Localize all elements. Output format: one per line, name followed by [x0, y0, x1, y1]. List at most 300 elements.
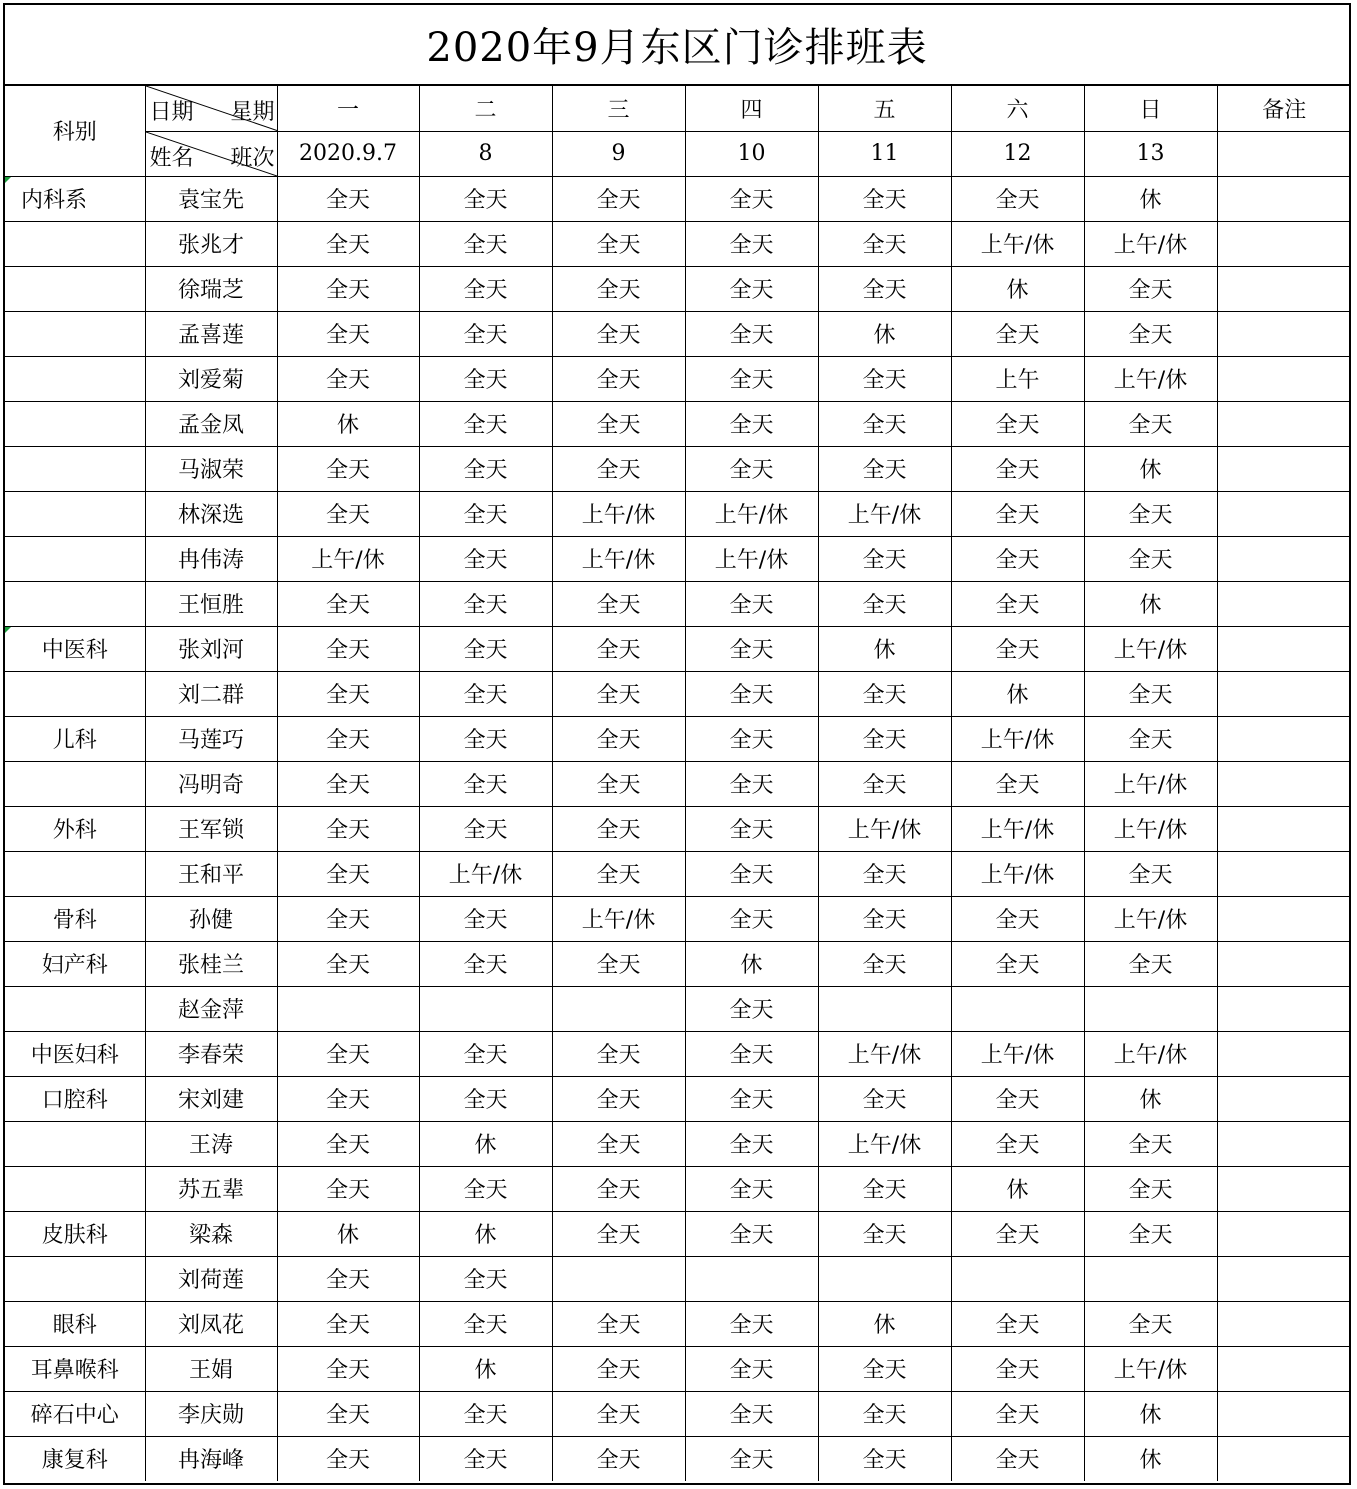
shift-cell: 全天 — [552, 1436, 685, 1481]
dept-cell: 康复科 — [5, 1436, 145, 1481]
shift-cell: 全天 — [277, 1436, 419, 1481]
shift-cell — [951, 986, 1084, 1031]
shift-cell: 上午/休 — [818, 491, 951, 536]
shift-cell: 全天 — [685, 266, 818, 311]
shift-cell — [818, 1256, 951, 1301]
remark-cell — [1217, 131, 1351, 176]
schedule-row — [5, 986, 1351, 1031]
dept-cell: 内科系 — [5, 176, 145, 221]
weekday-cell: 五 — [818, 86, 951, 131]
shift-cell: 全天 — [951, 1211, 1084, 1256]
shift-cell: 休 — [818, 626, 951, 671]
schedule-row — [5, 1076, 1351, 1121]
shift-cell: 全天 — [1084, 311, 1217, 356]
doctor-name-cell: 李庆勋 — [145, 1391, 277, 1436]
schedule-row — [5, 896, 1351, 941]
shift-cell: 全天 — [277, 1031, 419, 1076]
date-cell: 10 — [685, 131, 818, 176]
shift-cell: 全天 — [419, 311, 552, 356]
remark-cell — [1217, 536, 1351, 581]
shift-cell: 全天 — [1084, 536, 1217, 581]
shift-cell: 全天 — [951, 176, 1084, 221]
shift-cell: 全天 — [685, 356, 818, 401]
dept-cell — [5, 266, 145, 311]
shift-cell: 全天 — [685, 401, 818, 446]
date-cell: 9 — [552, 131, 685, 176]
date-cell: 11 — [818, 131, 951, 176]
shift-cell: 全天 — [1084, 491, 1217, 536]
dept-cell — [5, 446, 145, 491]
shift-cell: 上午/休 — [552, 896, 685, 941]
schedule-row — [5, 1391, 1351, 1436]
shift-cell: 全天 — [419, 671, 552, 716]
shift-cell: 全天 — [552, 356, 685, 401]
schedule-row — [5, 761, 1351, 806]
shift-cell: 全天 — [419, 1076, 552, 1121]
shift-cell: 全天 — [685, 896, 818, 941]
shift-cell: 全天 — [951, 311, 1084, 356]
shift-cell: 上午/休 — [951, 806, 1084, 851]
doctor-name-cell: 张兆才 — [145, 221, 277, 266]
shift-cell: 全天 — [818, 581, 951, 626]
shift-cell: 上午/休 — [1084, 356, 1217, 401]
shift-cell: 上午/休 — [552, 491, 685, 536]
diagonal-header-name-shift — [145, 131, 277, 176]
remark-cell — [1217, 851, 1351, 896]
dept-cell: 皮肤科 — [5, 1211, 145, 1256]
shift-cell: 全天 — [552, 1076, 685, 1121]
shift-cell: 全天 — [419, 266, 552, 311]
shift-cell: 休 — [818, 1301, 951, 1346]
doctor-name-cell: 冯明奇 — [145, 761, 277, 806]
doctor-name-cell: 赵金萍 — [145, 986, 277, 1031]
shift-cell: 全天 — [818, 221, 951, 266]
shift-cell: 上午/休 — [1084, 1346, 1217, 1391]
schedule-row — [5, 851, 1351, 896]
shift-cell: 休 — [1084, 581, 1217, 626]
shift-cell: 全天 — [685, 1031, 818, 1076]
shift-cell: 全天 — [818, 1391, 951, 1436]
dept-cell — [5, 536, 145, 581]
remark-cell — [1217, 1211, 1351, 1256]
remark-cell — [1217, 941, 1351, 986]
header-row-dates — [5, 131, 1351, 176]
shift-cell: 全天 — [685, 1121, 818, 1166]
shift-cell: 全天 — [951, 626, 1084, 671]
shift-cell: 全天 — [277, 851, 419, 896]
shift-cell: 休 — [1084, 1436, 1217, 1481]
schedule-row — [5, 1301, 1351, 1346]
remark-cell — [1217, 806, 1351, 851]
weekday-cell: 六 — [951, 86, 1084, 131]
shift-cell: 全天 — [277, 266, 419, 311]
doctor-name-cell: 宋刘建 — [145, 1076, 277, 1121]
shift-cell — [552, 1256, 685, 1301]
remark-cell — [1217, 986, 1351, 1031]
remark-cell — [1217, 1076, 1351, 1121]
shift-cell: 全天 — [951, 896, 1084, 941]
schedule-row — [5, 716, 1351, 761]
schedule-row — [5, 1031, 1351, 1076]
shift-cell: 全天 — [277, 176, 419, 221]
shift-cell: 全天 — [1084, 1166, 1217, 1211]
shift-cell: 全天 — [277, 941, 419, 986]
shift-cell: 全天 — [1084, 1121, 1217, 1166]
shift-cell: 全天 — [818, 716, 951, 761]
shift-cell: 全天 — [552, 806, 685, 851]
shift-cell: 全天 — [552, 1346, 685, 1391]
dept-cell — [5, 671, 145, 716]
doctor-name-cell: 李春荣 — [145, 1031, 277, 1076]
remark-cell — [1217, 761, 1351, 806]
header-row-weekdays — [5, 86, 1351, 131]
remark-cell — [1217, 896, 1351, 941]
shift-cell: 全天 — [277, 311, 419, 356]
shift-cell: 全天 — [277, 671, 419, 716]
shift-cell: 休 — [277, 1211, 419, 1256]
shift-cell: 休 — [419, 1211, 552, 1256]
shift-cell: 全天 — [818, 851, 951, 896]
shift-cell: 全天 — [277, 1391, 419, 1436]
remark-cell — [1217, 1031, 1351, 1076]
dept-cell: 中医妇科 — [5, 1031, 145, 1076]
shift-cell: 全天 — [1084, 1211, 1217, 1256]
shift-cell: 全天 — [685, 1076, 818, 1121]
shift-cell: 全天 — [685, 221, 818, 266]
shift-cell: 全天 — [552, 1166, 685, 1211]
shift-cell: 全天 — [419, 491, 552, 536]
shift-cell: 休 — [1084, 446, 1217, 491]
shift-cell: 全天 — [951, 1391, 1084, 1436]
shift-cell: 全天 — [818, 941, 951, 986]
shift-cell: 全天 — [685, 1301, 818, 1346]
shift-cell: 全天 — [277, 491, 419, 536]
shift-cell: 全天 — [277, 806, 419, 851]
shift-cell: 全天 — [277, 896, 419, 941]
shift-cell: 全天 — [951, 491, 1084, 536]
remark-cell — [1217, 716, 1351, 761]
dept-cell: 耳鼻喉科 — [5, 1346, 145, 1391]
shift-cell: 全天 — [685, 1391, 818, 1436]
shift-cell: 上午/休 — [552, 536, 685, 581]
schedule-row — [5, 581, 1351, 626]
shift-cell: 全天 — [818, 761, 951, 806]
shift-cell: 全天 — [277, 716, 419, 761]
shift-cell: 全天 — [552, 941, 685, 986]
schedule-row — [5, 671, 1351, 716]
schedule-row — [5, 941, 1351, 986]
schedule-row — [5, 176, 1351, 221]
remark-cell — [1217, 266, 1351, 311]
dept-cell: 碎石中心 — [5, 1391, 145, 1436]
shift-cell — [419, 986, 552, 1031]
shift-cell: 上午/休 — [685, 491, 818, 536]
schedule-table — [5, 86, 1351, 1481]
shift-cell: 全天 — [685, 716, 818, 761]
shift-cell: 全天 — [685, 806, 818, 851]
doctor-name-cell: 王和平 — [145, 851, 277, 896]
shift-cell: 全天 — [419, 1301, 552, 1346]
doctor-name-cell: 冉海峰 — [145, 1436, 277, 1481]
shift-cell: 全天 — [419, 1391, 552, 1436]
doctor-name-cell: 王恒胜 — [145, 581, 277, 626]
shift-cell: 全天 — [951, 941, 1084, 986]
remark-cell — [1217, 1391, 1351, 1436]
shift-cell: 全天 — [552, 626, 685, 671]
remark-cell — [1217, 356, 1351, 401]
doctor-name-cell: 孟喜莲 — [145, 311, 277, 356]
shift-cell: 全天 — [818, 671, 951, 716]
shift-cell: 上午/休 — [951, 851, 1084, 896]
shift-cell: 全天 — [552, 1121, 685, 1166]
remark-cell — [1217, 176, 1351, 221]
schedule-row — [5, 1211, 1351, 1256]
shift-cell: 休 — [419, 1346, 552, 1391]
doctor-name-cell: 张刘河 — [145, 626, 277, 671]
shift-cell: 全天 — [685, 581, 818, 626]
shift-cell: 全天 — [951, 536, 1084, 581]
doctor-name-cell: 梁森 — [145, 1211, 277, 1256]
shift-cell: 全天 — [818, 266, 951, 311]
shift-cell: 全天 — [419, 1256, 552, 1301]
shift-cell: 全天 — [685, 1346, 818, 1391]
dept-cell — [5, 491, 145, 536]
shift-cell: 全天 — [277, 221, 419, 266]
dept-cell — [5, 761, 145, 806]
shift-cell: 全天 — [552, 761, 685, 806]
shift-cell: 全天 — [685, 1436, 818, 1481]
shift-cell: 全天 — [419, 806, 552, 851]
shift-cell: 全天 — [277, 626, 419, 671]
schedule-row — [5, 401, 1351, 446]
shift-cell — [277, 986, 419, 1031]
shift-cell: 全天 — [951, 446, 1084, 491]
shift-cell: 全天 — [685, 671, 818, 716]
shift-cell: 休 — [1084, 1391, 1217, 1436]
shift-cell: 全天 — [951, 1076, 1084, 1121]
dept-cell — [5, 311, 145, 356]
schedule-row — [5, 1121, 1351, 1166]
schedule-row — [5, 266, 1351, 311]
remark-cell — [1217, 491, 1351, 536]
shift-cell: 全天 — [685, 311, 818, 356]
shift-cell: 全天 — [419, 1166, 552, 1211]
shift-cell: 休 — [277, 401, 419, 446]
date-cell: 8 — [419, 131, 552, 176]
shift-cell: 全天 — [685, 761, 818, 806]
dept-cell: 眼科 — [5, 1301, 145, 1346]
shift-cell: 休 — [951, 1166, 1084, 1211]
shift-cell: 全天 — [1084, 941, 1217, 986]
shift-cell: 全天 — [818, 356, 951, 401]
diagonal-header-date-weekday — [145, 86, 277, 131]
shift-cell: 全天 — [685, 176, 818, 221]
shift-cell: 全天 — [552, 401, 685, 446]
remark-cell — [1217, 671, 1351, 716]
schedule-row — [5, 491, 1351, 536]
shift-cell: 上午/休 — [818, 806, 951, 851]
remark-cell — [1217, 401, 1351, 446]
shift-cell: 全天 — [951, 1121, 1084, 1166]
shift-cell: 全天 — [277, 1301, 419, 1346]
shift-cell — [1084, 1256, 1217, 1301]
shift-cell: 全天 — [951, 401, 1084, 446]
dept-cell — [5, 1256, 145, 1301]
shift-cell: 全天 — [552, 1301, 685, 1346]
doctor-name-cell: 孟金凤 — [145, 401, 277, 446]
shift-cell: 全天 — [419, 896, 552, 941]
shift-cell: 全天 — [818, 1166, 951, 1211]
remark-cell — [1217, 221, 1351, 266]
shift-cell — [818, 986, 951, 1031]
schedule-row — [5, 1256, 1351, 1301]
shift-cell: 全天 — [419, 761, 552, 806]
doctor-name-cell: 马淑荣 — [145, 446, 277, 491]
date-cell: 12 — [951, 131, 1084, 176]
shift-cell: 全天 — [419, 401, 552, 446]
shift-cell: 全天 — [277, 446, 419, 491]
shift-cell: 全天 — [552, 1391, 685, 1436]
dept-header: 科别 — [5, 86, 145, 176]
doctor-name-cell: 张桂兰 — [145, 941, 277, 986]
shift-cell — [552, 986, 685, 1031]
remark-cell — [1217, 1121, 1351, 1166]
doctor-name-cell: 刘凤花 — [145, 1301, 277, 1346]
shift-cell: 上午/休 — [951, 221, 1084, 266]
shift-cell: 上午/休 — [818, 1031, 951, 1076]
doctor-name-cell: 刘二群 — [145, 671, 277, 716]
shift-cell: 全天 — [951, 1436, 1084, 1481]
shift-cell: 全天 — [951, 761, 1084, 806]
shift-cell: 全天 — [818, 401, 951, 446]
shift-cell: 上午/休 — [277, 536, 419, 581]
shift-cell: 全天 — [552, 221, 685, 266]
shift-cell: 全天 — [419, 941, 552, 986]
schedule-row — [5, 1166, 1351, 1211]
shift-label: 班次 — [230, 145, 275, 171]
shift-cell: 全天 — [685, 851, 818, 896]
shift-cell: 全天 — [552, 716, 685, 761]
shift-cell: 全天 — [277, 1166, 419, 1211]
shift-cell: 全天 — [419, 176, 552, 221]
weekday-cell: 二 — [419, 86, 552, 131]
shift-cell: 全天 — [552, 446, 685, 491]
shift-cell: 上午/休 — [1084, 626, 1217, 671]
shift-cell: 全天 — [818, 896, 951, 941]
shift-cell: 全天 — [552, 311, 685, 356]
shift-cell: 全天 — [818, 1346, 951, 1391]
dept-cell — [5, 851, 145, 896]
shift-cell: 上午/休 — [1084, 761, 1217, 806]
shift-cell: 休 — [818, 311, 951, 356]
remark-cell — [1217, 1256, 1351, 1301]
dept-cell: 口腔科 — [5, 1076, 145, 1121]
weekday-cell: 日 — [1084, 86, 1217, 131]
dept-cell: 妇产科 — [5, 941, 145, 986]
shift-cell: 休 — [419, 1121, 552, 1166]
shift-cell: 全天 — [552, 1031, 685, 1076]
shift-cell: 全天 — [951, 581, 1084, 626]
shift-cell: 全天 — [419, 581, 552, 626]
dept-cell: 中医科 — [5, 626, 145, 671]
page-title: 2020年9月东区门诊排班表 — [5, 5, 1349, 86]
shift-cell: 全天 — [685, 626, 818, 671]
remark-cell — [1217, 581, 1351, 626]
shift-cell: 全天 — [685, 446, 818, 491]
shift-cell: 全天 — [685, 1166, 818, 1211]
weekday-label: 星期 — [230, 100, 275, 125]
shift-cell: 全天 — [277, 1256, 419, 1301]
shift-cell: 全天 — [277, 761, 419, 806]
doctor-name-cell: 刘爱菊 — [145, 356, 277, 401]
weekday-cell: 三 — [552, 86, 685, 131]
shift-cell: 上午/休 — [1084, 221, 1217, 266]
shift-cell: 休 — [951, 266, 1084, 311]
shift-cell: 全天 — [1084, 851, 1217, 896]
schedule-sheet — [3, 3, 1351, 1485]
shift-cell: 全天 — [951, 1346, 1084, 1391]
doctor-name-cell: 马莲巧 — [145, 716, 277, 761]
dept-cell: 骨科 — [5, 896, 145, 941]
shift-cell: 全天 — [552, 176, 685, 221]
doctor-name-cell: 袁宝先 — [145, 176, 277, 221]
dept-cell: 外科 — [5, 806, 145, 851]
schedule-row — [5, 536, 1351, 581]
remark-cell — [1217, 626, 1351, 671]
remark-cell — [1217, 1166, 1351, 1211]
shift-cell: 休 — [1084, 1076, 1217, 1121]
shift-cell: 休 — [1084, 176, 1217, 221]
shift-cell: 全天 — [685, 986, 818, 1031]
shift-cell: 全天 — [419, 536, 552, 581]
shift-cell: 全天 — [552, 581, 685, 626]
shift-cell: 全天 — [419, 1436, 552, 1481]
remark-cell — [1217, 311, 1351, 356]
shift-cell: 上午/休 — [1084, 806, 1217, 851]
doctor-name-cell: 刘荷莲 — [145, 1256, 277, 1301]
doctor-name-cell: 王涛 — [145, 1121, 277, 1166]
schedule-row — [5, 1346, 1351, 1391]
shift-cell: 上午/休 — [685, 536, 818, 581]
doctor-name-cell: 王娟 — [145, 1346, 277, 1391]
shift-cell: 全天 — [277, 1121, 419, 1166]
shift-cell — [685, 1256, 818, 1301]
shift-cell: 全天 — [419, 221, 552, 266]
shift-cell: 休 — [951, 671, 1084, 716]
shift-cell: 上午/休 — [1084, 1031, 1217, 1076]
shift-cell: 休 — [685, 941, 818, 986]
doctor-name-cell: 冉伟涛 — [145, 536, 277, 581]
date-label: 日期 — [149, 100, 194, 125]
shift-cell: 上午/休 — [1084, 896, 1217, 941]
remark-cell — [1217, 1436, 1351, 1481]
dept-cell — [5, 986, 145, 1031]
shift-cell: 全天 — [1084, 1301, 1217, 1346]
name-label: 姓名 — [149, 145, 194, 171]
dept-cell — [5, 1121, 145, 1166]
doctor-name-cell: 林深选 — [145, 491, 277, 536]
shift-cell: 全天 — [951, 1301, 1084, 1346]
shift-cell: 全天 — [818, 1211, 951, 1256]
shift-cell: 全天 — [818, 536, 951, 581]
shift-cell — [951, 1256, 1084, 1301]
shift-cell: 全天 — [277, 356, 419, 401]
shift-cell: 全天 — [419, 446, 552, 491]
schedule-row — [5, 1436, 1351, 1481]
shift-cell: 全天 — [818, 446, 951, 491]
dept-cell — [5, 581, 145, 626]
schedule-row — [5, 446, 1351, 491]
